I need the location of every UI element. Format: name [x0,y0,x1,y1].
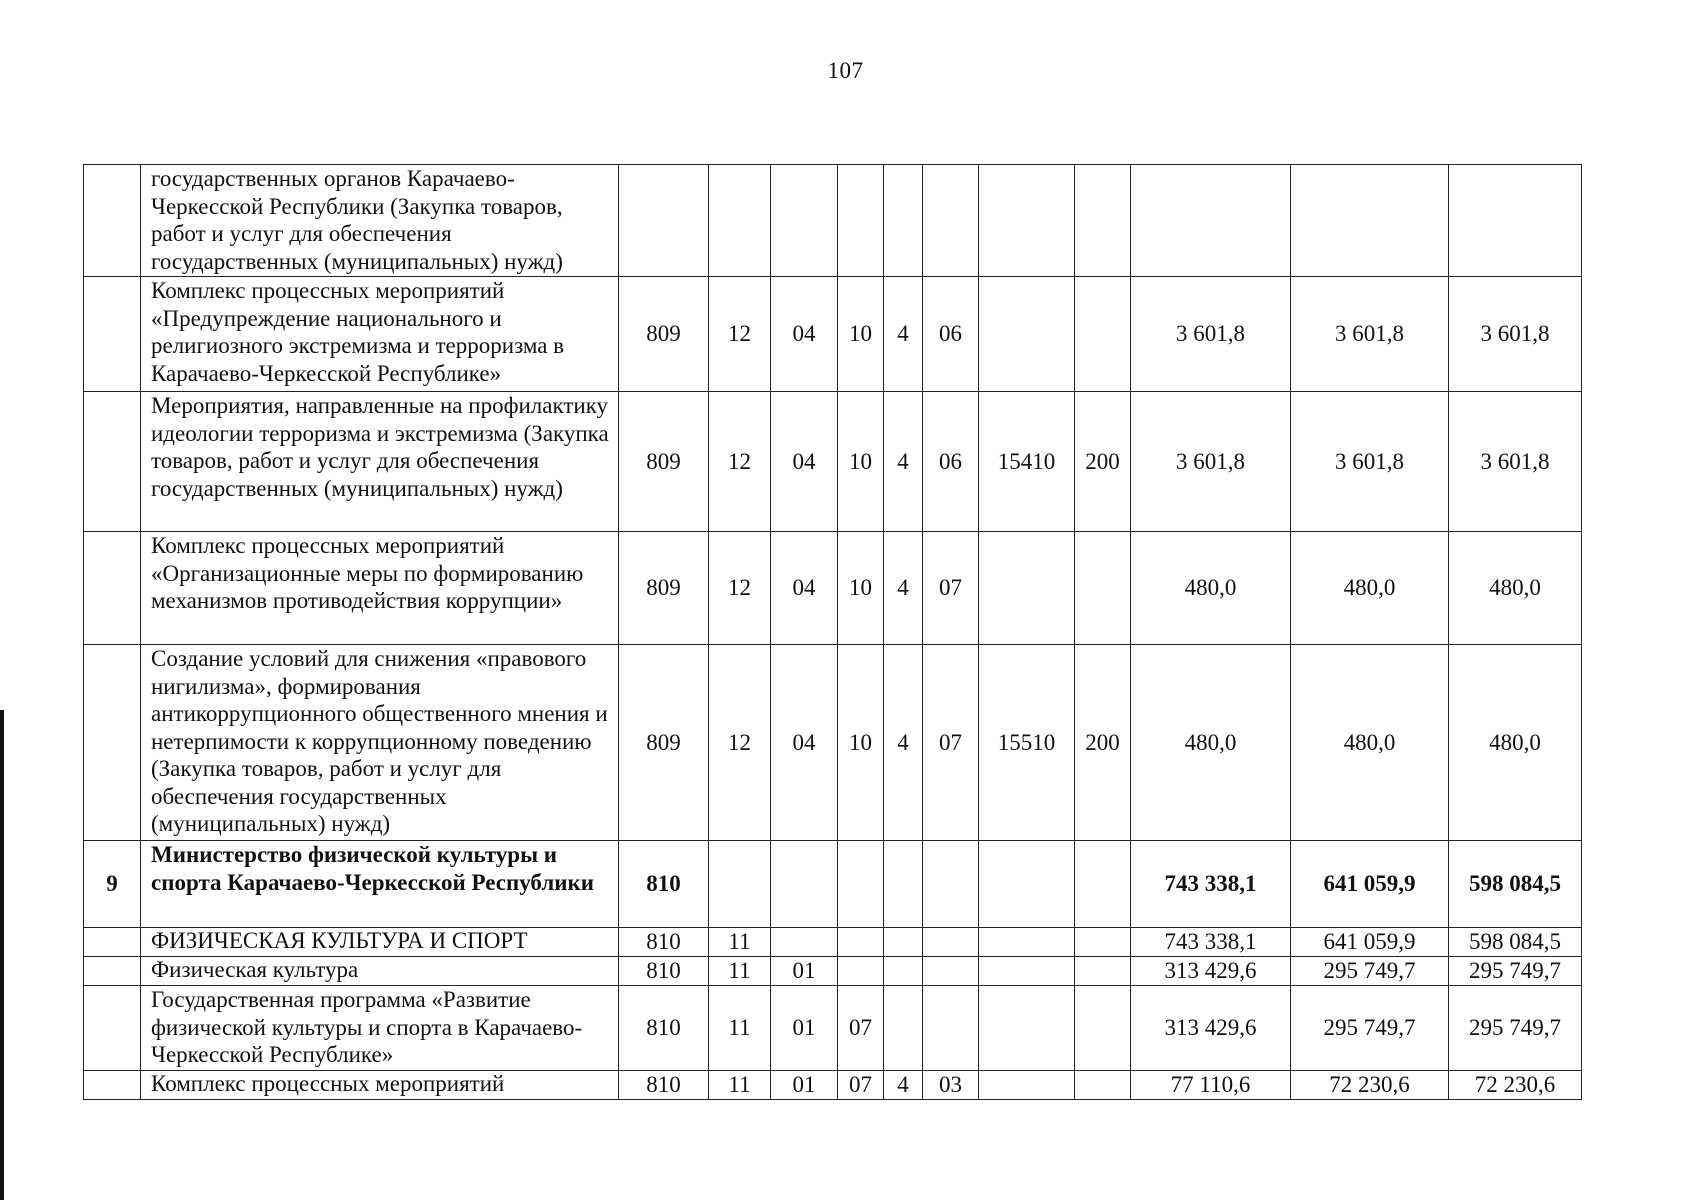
cell-cs-type: 4 [884,645,923,841]
cell-vr [1075,532,1131,645]
cell-pr: 04 [771,645,838,841]
cell-pr: 04 [771,277,838,392]
cell-year3 [1449,165,1582,277]
cell-pr [771,841,838,928]
cell-rz: 12 [709,532,771,645]
cell-cs-complex [923,165,979,277]
cell-year2: 641 059,9 [1291,841,1449,928]
row-number [84,928,141,957]
cell-ved: 809 [619,392,709,532]
cell-cs-direction [979,1071,1075,1100]
cell-ved: 809 [619,645,709,841]
cell-year3: 598 084,5 [1449,841,1582,928]
table-row [84,841,1582,928]
cell-year2: 295 749,7 [1291,986,1449,1071]
cell-cs-direction [979,928,1075,957]
cell-rz [709,165,771,277]
cell-year2: 3 601,8 [1291,392,1449,532]
row-name: Министерство физической культуры и спорта Карачаево-Черкесской Республики [141,841,619,928]
cell-cs-program: 07 [838,986,884,1071]
table-row [84,957,1582,986]
page-number: 107 [827,58,864,83]
cell-year1: 77 110,6 [1131,1071,1291,1100]
cell-year3: 480,0 [1449,645,1582,841]
cell-cs-type [884,841,923,928]
cell-cs-program [838,165,884,277]
cell-cs-complex [923,986,979,1071]
cell-ved: 809 [619,532,709,645]
cell-year1: 480,0 [1131,532,1291,645]
row-name: Комплекс процессных мероприятий «Предупреждение национального и религиозного экстремизма и терроризма в Карачаево-Черкесской Республике» [141,277,619,392]
row-number [84,277,141,392]
table-row [84,1071,1582,1100]
cell-vr [1075,1071,1131,1100]
cell-ved: 809 [619,277,709,392]
cell-cs-direction [979,165,1075,277]
cell-cs-direction: 15510 [979,645,1075,841]
cell-cs-type: 4 [884,277,923,392]
cell-cs-direction: 15410 [979,392,1075,532]
row-name: Мероприятия, направленные на профилактику идеологии терроризма и экстремизма (Закупка товаров, работ и услуг для обеспечения государственных (муниципальных) нужд) [141,392,619,532]
row-name: Физическая культура [141,957,619,986]
cell-year2: 480,0 [1291,532,1449,645]
row-name: Комплекс процессных мероприятий [141,1071,619,1100]
cell-year3: 598 084,5 [1449,928,1582,957]
cell-vr: 200 [1075,645,1131,841]
cell-cs-type [884,986,923,1071]
cell-cs-program: 10 [838,277,884,392]
cell-vr [1075,928,1131,957]
row-number [84,165,141,277]
cell-cs-complex [923,928,979,957]
cell-cs-direction [979,986,1075,1071]
table-row [84,165,1582,277]
row-number [84,986,141,1071]
cell-year1: 313 429,6 [1131,986,1291,1071]
cell-cs-program: 10 [838,645,884,841]
cell-cs-type: 4 [884,392,923,532]
cell-year3: 72 230,6 [1449,1071,1582,1100]
cell-year2: 295 749,7 [1291,957,1449,986]
row-name: Создание условий для снижения «правового нигилизма», формирования антикоррупционного общественного мнения и нетерпимости к коррупционному поведению (Закупка товаров, работ и услуг для обеспечения государственных (муниципальных) нужд) [141,645,619,841]
cell-cs-type [884,165,923,277]
cell-cs-type [884,957,923,986]
cell-year1 [1131,165,1291,277]
row-name: ФИЗИЧЕСКАЯ КУЛЬТУРА И СПОРТ [141,928,619,957]
cell-year3: 295 749,7 [1449,957,1582,986]
cell-cs-program [838,957,884,986]
cell-pr: 04 [771,392,838,532]
cell-year3: 480,0 [1449,532,1582,645]
cell-ved: 810 [619,1071,709,1100]
cell-year2 [1291,165,1449,277]
cell-rz [709,841,771,928]
cell-year1: 480,0 [1131,645,1291,841]
cell-year3: 3 601,8 [1449,277,1582,392]
cell-cs-complex [923,841,979,928]
cell-cs-complex: 07 [923,645,979,841]
cell-vr [1075,165,1131,277]
cell-pr: 01 [771,1071,838,1100]
cell-rz: 12 [709,645,771,841]
cell-vr: 200 [1075,392,1131,532]
row-number: 9 [84,841,141,928]
cell-cs-program [838,928,884,957]
row-number [84,957,141,986]
cell-vr [1075,957,1131,986]
row-number [84,1071,141,1100]
row-name: Комплекс процессных мероприятий «Организационные меры по формированию механизмов противодействия коррупции» [141,532,619,645]
cell-rz: 11 [709,957,771,986]
cell-ved: 810 [619,957,709,986]
cell-vr [1075,986,1131,1071]
cell-rz: 11 [709,928,771,957]
cell-rz: 11 [709,986,771,1071]
cell-year3: 295 749,7 [1449,986,1582,1071]
cell-cs-type: 4 [884,532,923,645]
row-name: Государственная программа «Развитие физической культуры и спорта в Карачаево-Черкесской Республике» [141,986,619,1071]
scan-edge-mark [0,710,4,1200]
cell-pr [771,928,838,957]
cell-ved: 810 [619,928,709,957]
cell-pr: 04 [771,532,838,645]
cell-cs-program [838,841,884,928]
cell-cs-complex: 07 [923,532,979,645]
cell-cs-direction [979,277,1075,392]
table-row [84,928,1582,957]
cell-cs-type: 4 [884,1071,923,1100]
cell-cs-program: 10 [838,392,884,532]
cell-cs-type [884,928,923,957]
cell-cs-complex: 06 [923,277,979,392]
cell-ved [619,165,709,277]
table-row [84,645,1582,841]
cell-pr: 01 [771,986,838,1071]
cell-year1: 3 601,8 [1131,392,1291,532]
cell-year1: 743 338,1 [1131,841,1291,928]
cell-vr [1075,277,1131,392]
cell-year1: 313 429,6 [1131,957,1291,986]
cell-year2: 3 601,8 [1291,277,1449,392]
cell-pr [771,165,838,277]
cell-rz: 12 [709,277,771,392]
budget-table [83,164,1582,1100]
cell-rz: 11 [709,1071,771,1100]
cell-rz: 12 [709,392,771,532]
cell-cs-complex [923,957,979,986]
row-number [84,392,141,532]
cell-year3: 3 601,8 [1449,392,1582,532]
row-number [84,645,141,841]
cell-cs-direction [979,957,1075,986]
table-row [84,986,1582,1071]
row-name: государственных органов Карачаево-Черкесской Республики (Закупка товаров, работ и услуг для обеспечения государственных (муниципальных) нужд) [141,165,619,277]
cell-cs-direction [979,841,1075,928]
cell-cs-complex: 06 [923,392,979,532]
cell-cs-complex: 03 [923,1071,979,1100]
table-row [84,277,1582,392]
cell-ved: 810 [619,841,709,928]
cell-year2: 641 059,9 [1291,928,1449,957]
cell-cs-direction [979,532,1075,645]
cell-pr: 01 [771,957,838,986]
cell-vr [1075,841,1131,928]
table-row [84,392,1582,532]
cell-year2: 480,0 [1291,645,1449,841]
cell-ved: 810 [619,986,709,1071]
row-number [84,532,141,645]
cell-cs-program: 10 [838,532,884,645]
table-row [84,532,1582,645]
cell-cs-program: 07 [838,1071,884,1100]
cell-year1: 3 601,8 [1131,277,1291,392]
cell-year2: 72 230,6 [1291,1071,1449,1100]
cell-year1: 743 338,1 [1131,928,1291,957]
